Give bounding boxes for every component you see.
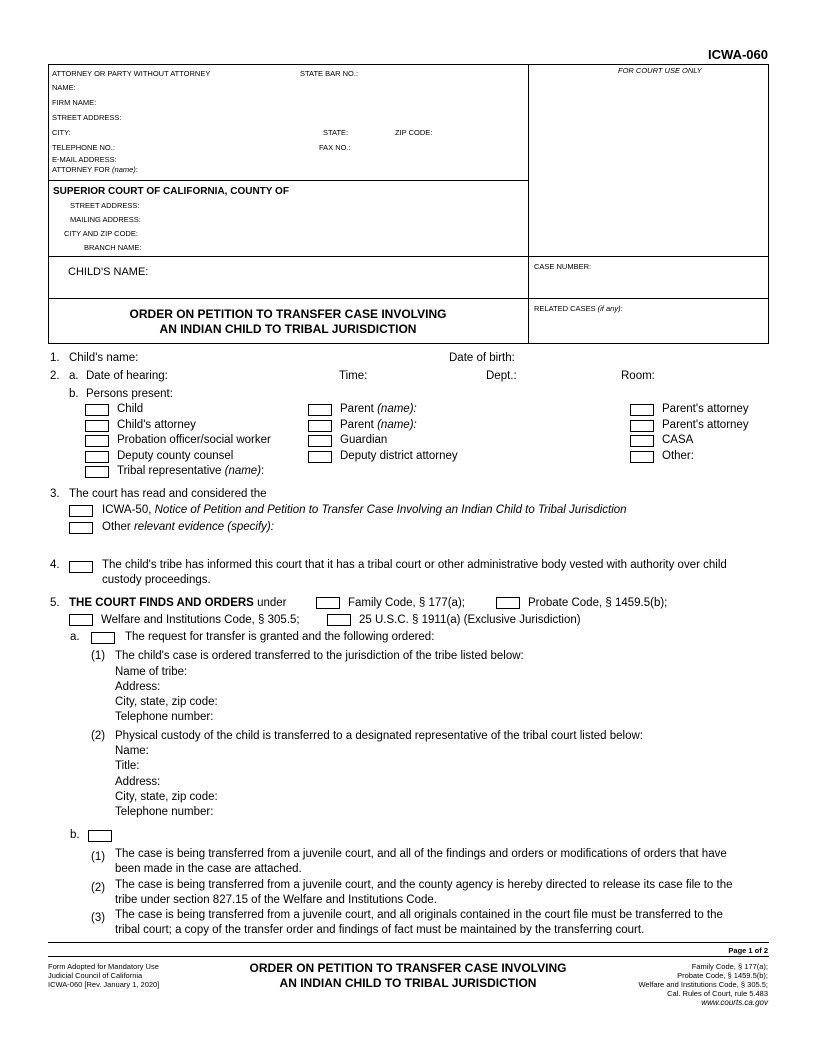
tribal-rep-name: (name) <box>224 465 262 477</box>
zip-label: ZIP CODE: <box>395 128 433 137</box>
item5-heading: THE COURT FINDS AND ORDERS <box>69 597 254 609</box>
item5a-text: The request for transfer is granted and the following ordered: <box>125 631 435 643</box>
guardian-checkbox[interactable] <box>308 435 332 447</box>
court-use-label: FOR COURT USE ONLY <box>618 66 702 75</box>
probate-code-option: Probate Code, § 1459.5(b); <box>528 597 668 609</box>
form-title-line2: AN INDIAN CHILD TO TRIBAL JURISDICTION <box>159 322 417 336</box>
adopted-line1: Form Adopted for Mandatory Use <box>48 962 159 971</box>
childs-attorney-option: Child's attorney <box>117 419 196 431</box>
court-branch-label: BRANCH NAME: <box>84 243 142 252</box>
attorney-label: ATTORNEY OR PARTY WITHOUT ATTORNEY <box>52 69 211 78</box>
child-option: Child <box>117 403 144 415</box>
item5b-checkbox[interactable] <box>88 830 112 842</box>
item5b3-num: (3) <box>91 912 106 924</box>
attorney-for-label: ATTORNEY FOR <box>52 165 110 174</box>
website-link[interactable]: www.courts.ca.gov <box>701 998 768 1007</box>
tribe-address-label: Address: <box>115 681 161 693</box>
name-label: NAME: <box>52 83 76 92</box>
icwa50-checkbox[interactable] <box>69 505 93 517</box>
tribal-rep-option <box>117 465 264 477</box>
deputy-county-option: Deputy county counsel <box>117 450 234 462</box>
item1-num: 1. <box>50 352 60 364</box>
case-number-label: CASE NUMBER: <box>534 262 592 271</box>
court-street-label: STREET ADDRESS: <box>70 201 140 210</box>
item5b1-num: (1) <box>91 851 106 863</box>
court-mailing-label: MAILING ADDRESS: <box>70 215 141 224</box>
item3-text: The court has read and considered the <box>69 488 267 500</box>
code-line2: Probate Code, § 1459.5(b); <box>677 971 768 980</box>
city-label: CITY: <box>52 128 71 137</box>
deputy-da-checkbox[interactable] <box>308 451 332 463</box>
hearing-date-label: Date of hearing: <box>86 370 168 382</box>
parent-atty2-option: Parent's attorney <box>662 419 749 431</box>
other-evidence-label: Other <box>102 521 131 533</box>
phone-label: TELEPHONE NO.: <box>52 143 115 152</box>
rep-name-label: Name: <box>115 745 149 757</box>
item5b3-line2: tribal court; a copy of the transfer order and findings of fact must be maintained by the transferring court. <box>115 924 645 936</box>
state-label: STATE: <box>323 128 349 137</box>
attorney-for-name: (name) <box>112 165 136 174</box>
parent1-name: (name): <box>377 403 417 415</box>
form-title-line1: ORDER ON PETITION TO TRANSFER CASE INVOLVING <box>129 307 447 321</box>
court-title: SUPERIOR COURT OF CALIFORNIA, COUNTY OF <box>53 186 289 197</box>
other-evidence-text: relevant evidence (specify): <box>133 521 274 533</box>
item5-num: 5. <box>50 597 60 609</box>
related-cases-note: (if any): <box>597 304 623 313</box>
item5a-checkbox[interactable] <box>91 632 115 644</box>
item5-heading-line <box>69 597 286 609</box>
item5b1-line1: The case is being transferred from a juvenile court, and all of the findings and orders or modifications of orders that have <box>115 848 727 860</box>
item5b-letter: b. <box>70 829 80 841</box>
wic-checkbox[interactable] <box>69 614 93 626</box>
item2-num: 2. <box>50 370 60 382</box>
related-cases-line <box>534 304 623 313</box>
probation-option: Probation officer/social worker <box>117 434 271 446</box>
icwa50-code: ICWA-50, <box>102 504 152 516</box>
tribe-phone-label: Telephone number: <box>115 711 214 723</box>
child-name-label: CHILD'S NAME: <box>68 266 149 278</box>
firm-label: FIRM NAME: <box>52 98 97 107</box>
court-city-label: CITY AND ZIP CODE: <box>64 229 138 238</box>
casa-checkbox[interactable] <box>630 435 654 447</box>
footer-title-line2: AN INDIAN CHILD TO TRIBAL JURISDICTION <box>279 976 537 990</box>
casa-option: CASA <box>662 434 694 446</box>
code-line4: Cal. Rules of Court, rule 5.483 <box>667 989 768 998</box>
item2b-letter: b. <box>69 388 79 400</box>
parent1-option <box>340 403 417 415</box>
adopted-line3: ICWA-060 [Rev. January 1, 2020] <box>48 980 160 989</box>
usc-checkbox[interactable] <box>327 614 351 626</box>
fax-label: FAX NO.: <box>319 143 351 152</box>
item5b2-num: (2) <box>91 882 106 894</box>
other-checkbox[interactable] <box>630 451 654 463</box>
rep-title-label: Title: <box>115 760 140 772</box>
item2a-letter: a. <box>69 370 79 382</box>
code-line3: Welfare and Institutions Code, § 305.5; <box>638 980 768 989</box>
related-cases-label: RELATED CASES <box>534 304 596 313</box>
state-bar-label: STATE BAR NO.: <box>300 69 359 78</box>
deputy-county-checkbox[interactable] <box>85 451 109 463</box>
item5a-letter: a. <box>70 631 80 643</box>
item5a2-text: Physical custody of the child is transferred to a designated representative of the tribal court listed below: <box>115 730 644 742</box>
dob-label: Date of birth: <box>449 352 515 364</box>
attorney-for-line <box>52 165 138 174</box>
item5-under: under <box>257 597 287 609</box>
item4-line1: The child's tribe has informed this court that it has a tribal court or other administrative body vested with authority over child <box>102 559 727 571</box>
guardian-option: Guardian <box>340 434 388 446</box>
dept-label: Dept.: <box>486 370 517 382</box>
parent2-checkbox[interactable] <box>308 420 332 432</box>
room-label: Room: <box>621 370 655 382</box>
item4-line2: custody proceedings. <box>102 574 211 586</box>
child-checkbox[interactable] <box>85 404 109 416</box>
tribe-city-label: City, state, zip code: <box>115 696 218 708</box>
tribal-rep-colon: : <box>261 465 265 477</box>
page-number: Page 1 of 2 <box>728 946 768 955</box>
parent-atty2-checkbox[interactable] <box>630 420 654 432</box>
footer-divider <box>48 956 769 957</box>
footer-title-line1: ORDER ON PETITION TO TRANSFER CASE INVOLVING <box>249 961 567 975</box>
icwa50-line <box>102 504 627 516</box>
other-option: Other: <box>662 450 694 462</box>
family-code-checkbox[interactable] <box>316 597 340 609</box>
item5b2-line1: The case is being transferred from a juvenile court, and the county agency is hereby directed to release its case file to the <box>115 879 733 891</box>
item5a1-text: The child's case is ordered transferred to the jurisdiction of the tribe listed below: <box>115 650 524 662</box>
other-evidence-checkbox[interactable] <box>69 522 93 534</box>
rep-phone-label: Telephone number: <box>115 806 214 818</box>
item3-num: 3. <box>50 488 60 500</box>
attorney-for-colon: : <box>135 165 138 174</box>
icwa50-title: Notice of Petition and Petition to Transfer Case Involving an Indian Child to Tribal Jurisdiction <box>154 504 627 516</box>
childs-attorney-checkbox[interactable] <box>85 420 109 432</box>
footer-divider-top <box>48 942 769 943</box>
parent2-name: (name): <box>377 419 417 431</box>
item5a2-num: (2) <box>91 730 106 742</box>
persons-present-label: Persons present: <box>86 388 173 400</box>
time-label: Time: <box>339 370 368 382</box>
parent2-label: Parent <box>340 419 374 431</box>
item4-checkbox[interactable] <box>69 561 93 573</box>
adopted-line2: Judicial Council of California <box>48 971 143 980</box>
wic-option: Welfare and Institutions Code, § 305.5; <box>101 614 300 626</box>
rep-address-label: Address: <box>115 776 161 788</box>
deputy-da-option: Deputy district attorney <box>340 450 458 462</box>
parent-atty1-option: Parent's attorney <box>662 403 749 415</box>
email-label: E-MAIL ADDRESS: <box>52 155 117 164</box>
item5a1-num: (1) <box>91 650 106 662</box>
item5b1-line2: been made in the case are attached. <box>115 863 302 875</box>
tribal-rep-checkbox[interactable] <box>85 466 109 478</box>
item5b3-line1: The case is being transferred from a juvenile court, and all originals contained in the court file must be transferred to the <box>115 909 723 921</box>
street-label: STREET ADDRESS: <box>52 113 122 122</box>
probation-checkbox[interactable] <box>85 435 109 447</box>
family-code-option: Family Code, § 177(a); <box>348 597 465 609</box>
probate-code-checkbox[interactable] <box>496 597 520 609</box>
child-name-field-label: Child's name: <box>69 352 139 364</box>
item5b2-line2: tribe under section 827.15 of the Welfare and Institutions Code. <box>115 894 437 906</box>
item4-num: 4. <box>50 559 60 571</box>
tribal-rep-label: Tribal representative <box>117 465 222 477</box>
parent1-label: Parent <box>340 403 374 415</box>
parent-atty1-checkbox[interactable] <box>630 404 654 416</box>
other-evidence-line <box>102 521 274 533</box>
form-id: ICWA-060 <box>708 47 768 62</box>
code-line1: Family Code, § 177(a); <box>691 962 768 971</box>
usc-option: 25 U.S.C. § 1911(a) (Exclusive Jurisdiction) <box>359 614 581 626</box>
parent2-option <box>340 419 417 431</box>
rep-city-label: City, state, zip code: <box>115 791 218 803</box>
tribe-name-label: Name of tribe: <box>115 666 188 678</box>
parent1-checkbox[interactable] <box>308 404 332 416</box>
